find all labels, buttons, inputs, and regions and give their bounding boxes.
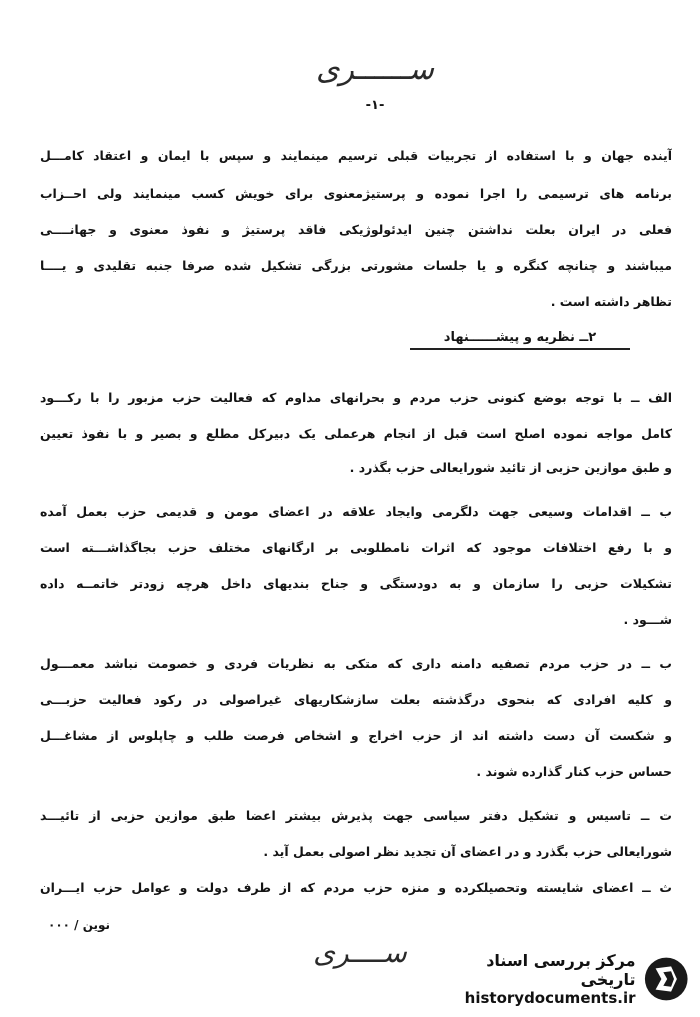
classification-mark-top: ســــــری	[316, 52, 434, 87]
watermark-title: مرکز بررسی اسناد تاریخی	[486, 951, 636, 989]
item-line: کامل مواجه نموده اصلح است قبل از انجام هرعملی یک دبیرکل مطلع و بصیر و با نفوذ تعیین	[40, 426, 672, 441]
paragraph-line: آینده جهان و با استفاده از تجربیات قبلی ترسیم مینمایند و سپس با ایمان و اعتقاد کامـــل	[40, 148, 672, 163]
paragraph-line: فعلی در ایران بعلت نداشتن چنین ایدئولوژیکی فاقد پرستیژ و نفوذ معنوی و جهانــــی	[40, 222, 672, 237]
item-line: حساس حزب کنار گذارده شوند .	[476, 764, 672, 779]
item-line: و با رفع اختلافات موجود که اثرات نامطلوبی بر ارگانهای مختلف حزب بجاگذاشـــته است	[40, 540, 672, 555]
item-line: الف ــ با توجه بوضع کنونی حزب مردم و بحرانهای مداوم که فعالیت حزب مزبور را با رکـــود	[40, 390, 672, 405]
archive-watermark	[432, 950, 690, 1008]
paragraph-line: میباشند و چنانچه کنگره و یا جلسات مشورتی بزرگی تشکیل شده صرفا جنبه تقلیدی و یــــا	[40, 258, 672, 273]
section-number: -۱-	[365, 98, 385, 113]
archive-logo-icon	[642, 954, 690, 1004]
item-line: و شکست آن دست داشته اند از حزب اخراج و اشخاص فرصت طلب و چاپلوس از مشاغـــل	[40, 728, 672, 743]
item-line: و طبق موازین حزبی از تائید شورایعالی حزب بگذرد .	[349, 460, 672, 475]
item-line: ث ــ اعضای شایسته وتحصیلکرده و منزه حزب مردم که از طرف دولت و عوامل حزب ایـــران	[40, 880, 672, 895]
paragraph-line: برنامه های ترسیمی را اجرا نموده و پرستیژمعنوی برای خویش کسب مینمایند ولی احــزاب	[40, 186, 672, 201]
item-line: ت ــ تاسیس و تشکیل دفتر سیاسی جهت پذیرش بیشتر اعضا طبق موازین حزبی از تائیـــد	[40, 808, 672, 823]
item-line: و کلیه افرادی که بنحوی درگذشته بعلت سازشکاریهای غیراصولی در رکود فعالیت حزبـــی	[40, 692, 672, 707]
classification-mark-bottom: ســــری	[313, 936, 407, 969]
item-line: شورایعالی حزب بگذرد و در اعضای آن تجدید نظر اصولی بعمل آید .	[263, 844, 672, 859]
section-subheading: ۲ــ نظریه و پیشــــــنهاد	[410, 330, 630, 350]
item-line: ب ــ در حزب مردم تصفیه دامنه داری که متکی به نظریات فردی و خصومت نباشد معمـــول	[40, 656, 672, 671]
item-line: ب ــ اقدامات وسیعی جهت دلگرمی وایجاد علاقه در اعضای مومن و قدیمی حزب بعمل آمده	[40, 504, 672, 519]
watermark-url: historydocuments.ir	[464, 989, 636, 1007]
item-line: تشکیلات حزبی را سازمان و به دودستگی و جناح بندیهای داخل هرچه زودتر خاتمــه داده	[40, 576, 672, 591]
document-date: نوین / ۰۰۰	[48, 918, 111, 932]
watermark-text	[432, 951, 636, 1007]
paragraph-line: تظاهر داشته است .	[550, 294, 672, 309]
item-line: شـــود .	[623, 612, 672, 627]
